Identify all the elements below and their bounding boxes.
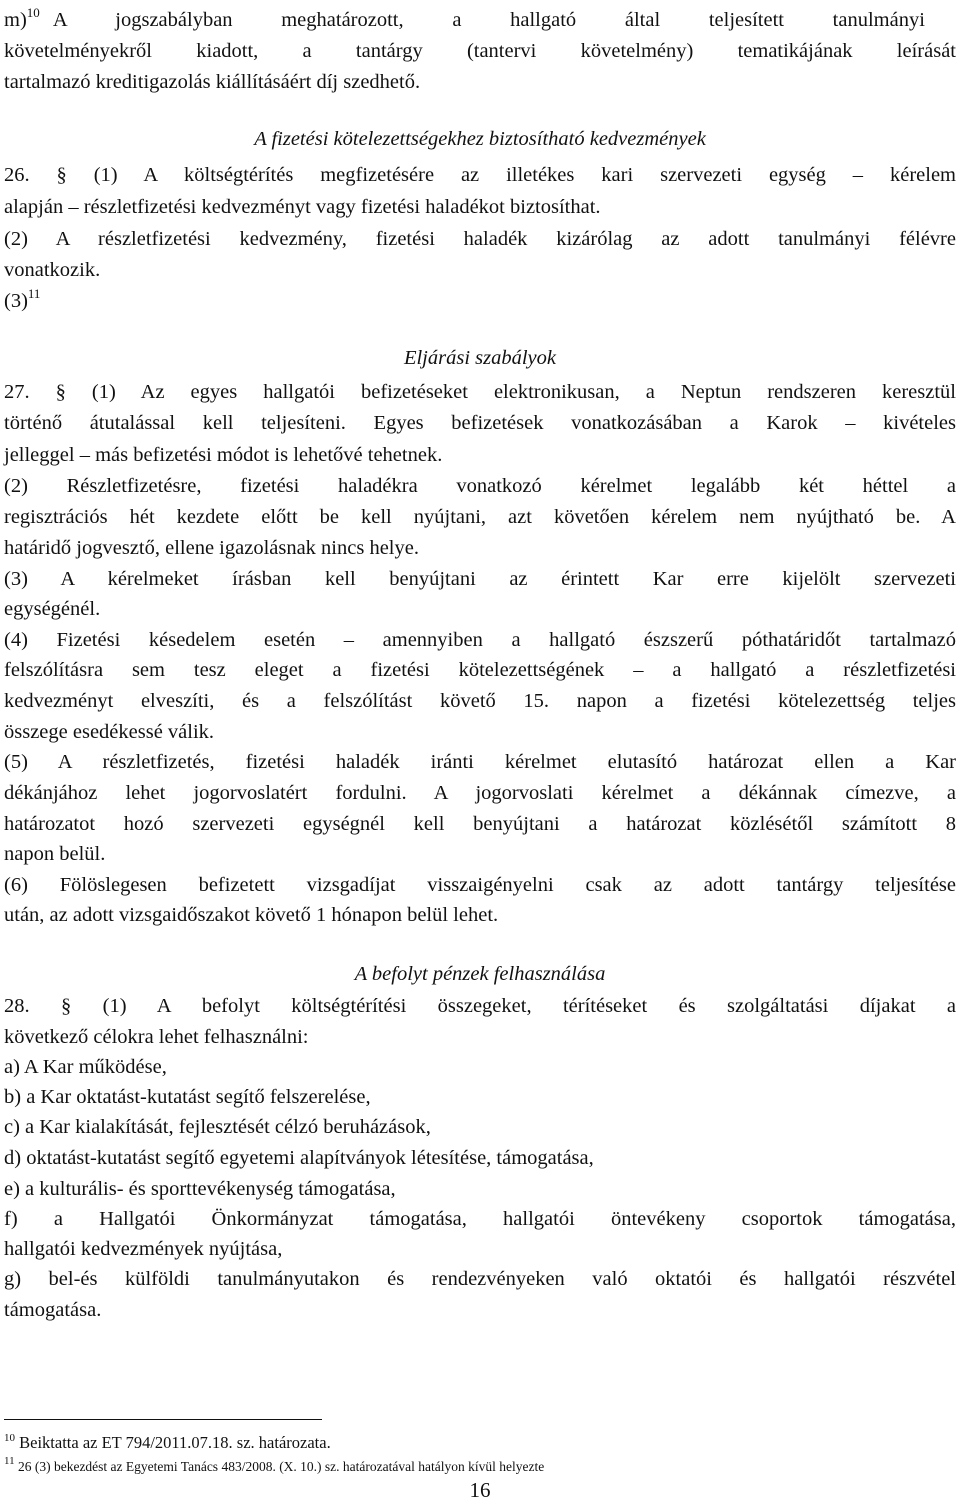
section-26-line-2: alapján ‒ részletfizetési kedvezményt vagy fizetési haladékot biztosíthat. [4, 196, 601, 218]
section-27-line-14: dékánjához lehet jogorvoslatért fordulni. A jogorvoslati kérelmet a dékánnak címezve, a [4, 782, 956, 804]
section-27-line-3: jelleggel ‒ más befizetési módot is lehetővé tehetnek. [4, 444, 443, 466]
section-27-line-13: (5) A részletfizetés, fizetési haladék iránti kérelmet elutasító határozat ellen a Kar [4, 751, 956, 773]
list-item-d: d) oktatást-kutatást segítő egyetemi alapítványok létesítése, támogatása, [4, 1147, 594, 1169]
section-27-line-11: kedvezményt elveszíti, és a felszólítást követő 15. napon a fizetési kötelezettség teljes [4, 690, 956, 712]
section-27-line-8: egységénél. [4, 598, 101, 620]
section-27-line-4: (2) Részletfizetésre, fizetési haladékra vonatkozó kérelmet legalább két héttel a [4, 475, 956, 497]
list-item-a: a) A Kar működése, [4, 1056, 167, 1078]
list-item-g-line-1: g) bel-és külföldi tanulmányutakon és rendezvényeken való oktatói és hallgatói részvétel [4, 1268, 956, 1290]
list-item-c: c) a Kar kialakítását, fejlesztését célzó beruházások, [4, 1116, 431, 1138]
paragraph-m-line-1 [4, 5, 956, 32]
para-3-label: (3) [4, 290, 28, 312]
footnote-ref-10: 10 [26, 5, 40, 20]
footnote-text: Beiktatta az ET 794/2011.07.18. sz. határozata. [19, 1433, 331, 1452]
list-item-f-line-2: hallgatói kedvezmények nyújtása, [4, 1238, 283, 1260]
section-heading-procedure: Eljárási szabályok [403, 347, 557, 369]
section-27-line-15: határozatot hozó szervezeti egységnél kell benyújtani a határozat közlésétől számított 8 [4, 813, 956, 835]
section-27-line-12: összege esedékessé válik. [4, 721, 215, 743]
footnote-text: 26 (3) bekezdést az Egyetemi Tanács 483/2008. (X. 10.) sz. határozatával hatályon kívül helyezte [17, 1459, 545, 1474]
section-27-line-9: (4) Fizetési késedelem esetén ‒ amennyiben a hallgató észszerű póthatáridőt tartalmazó [4, 629, 956, 651]
section-27-line-5: regisztrációs hét kezdete előtt be kell nyújtani, azt követően kérelem nem nyújtható be. A [4, 506, 956, 528]
footnote-10 [4, 1433, 331, 1453]
footnote-divider [4, 1419, 322, 1420]
section-26-line-1: 26. § (1) A költségtérítés megfizetésére az illetékes kari szervezeti egység ‒ kérelem [4, 164, 956, 186]
item-m-text: A jogszabályban meghatározott, a hallgató által teljesített tanulmányi [52, 9, 925, 31]
page-number: 16 [469, 1478, 491, 1502]
section-26-para-3 [4, 286, 956, 313]
footnote-number: 11 [4, 1455, 15, 1467]
section-28-line-2: következő célokra lehet felhasználni: [4, 1026, 309, 1048]
section-27-line-7: (3) A kérelmeket írásban kell benyújtani az érintett Kar erre kijelölt szervezeti [4, 568, 956, 590]
paragraph-m-line-3: tartalmazó kreditigazolás kiállításáért díj szedhető. [4, 71, 421, 93]
footnote-11 [4, 1457, 544, 1477]
section-27-line-17: (6) Fölöslegesen befizetett vizsgadíjat visszaigényelni csak az adott tantárgy teljesítése [4, 874, 956, 896]
section-27-line-1: 27. § (1) Az egyes hallgatói befizetéseket elektronikusan, a Neptun rendszeren keresztül [4, 381, 956, 403]
section-27-line-6: határidő jogvesztő, ellene igazolásnak nincs helye. [4, 537, 419, 559]
footnote-number: 10 [4, 1432, 15, 1444]
list-item-g-line-2: támogatása. [4, 1299, 102, 1321]
section-26-line-4: vonatkozik. [4, 259, 101, 281]
section-heading-discounts: A fizetési kötelezettségekhez biztosítható kedvezmények [254, 128, 706, 150]
item-m-label: m) [4, 9, 27, 31]
list-item-b: b) a Kar oktatást-kutatást segítő felszerelése, [4, 1086, 371, 1108]
section-heading-use-of-funds: A befolyt pénzek felhasználása [354, 963, 606, 985]
footnote-ref-11: 11 [27, 286, 41, 301]
paragraph-m-line-2: követelményekről kiadott, a tantárgy (tantervi követelmény) tematikájának leírását [4, 40, 956, 62]
section-26-line-3: (2) A részletfizetési kedvezmény, fizetési haladék kizárólag az adott tanulmányi félévre [4, 228, 956, 250]
section-27-line-10: felszólításra sem tesz eleget a fizetési kötelezettségének ‒ a hallgató a részletfizetési [4, 659, 956, 681]
list-item-f-line-1: f) a Hallgatói Önkormányzat támogatása, hallgatói öntevékeny csoportok támogatása, [4, 1208, 956, 1230]
list-item-e: e) a kulturális- és sporttevékenység támogatása, [4, 1178, 396, 1200]
section-27-line-18: után, az adott vizsgaidőszakot követő 1 hónapon belül lehet. [4, 904, 499, 926]
section-27-line-2: történő átutalással kell teljesíteni. Egyes befizetések vonatkozásában a Karok ‒ kivételes [4, 412, 956, 434]
section-27-line-16: napon belül. [4, 843, 106, 865]
document-page [4, 0, 956, 1501]
section-28-line-1: 28. § (1) A befolyt költségtérítési összegeket, térítéseket és szolgáltatási díjakat a [4, 995, 956, 1017]
